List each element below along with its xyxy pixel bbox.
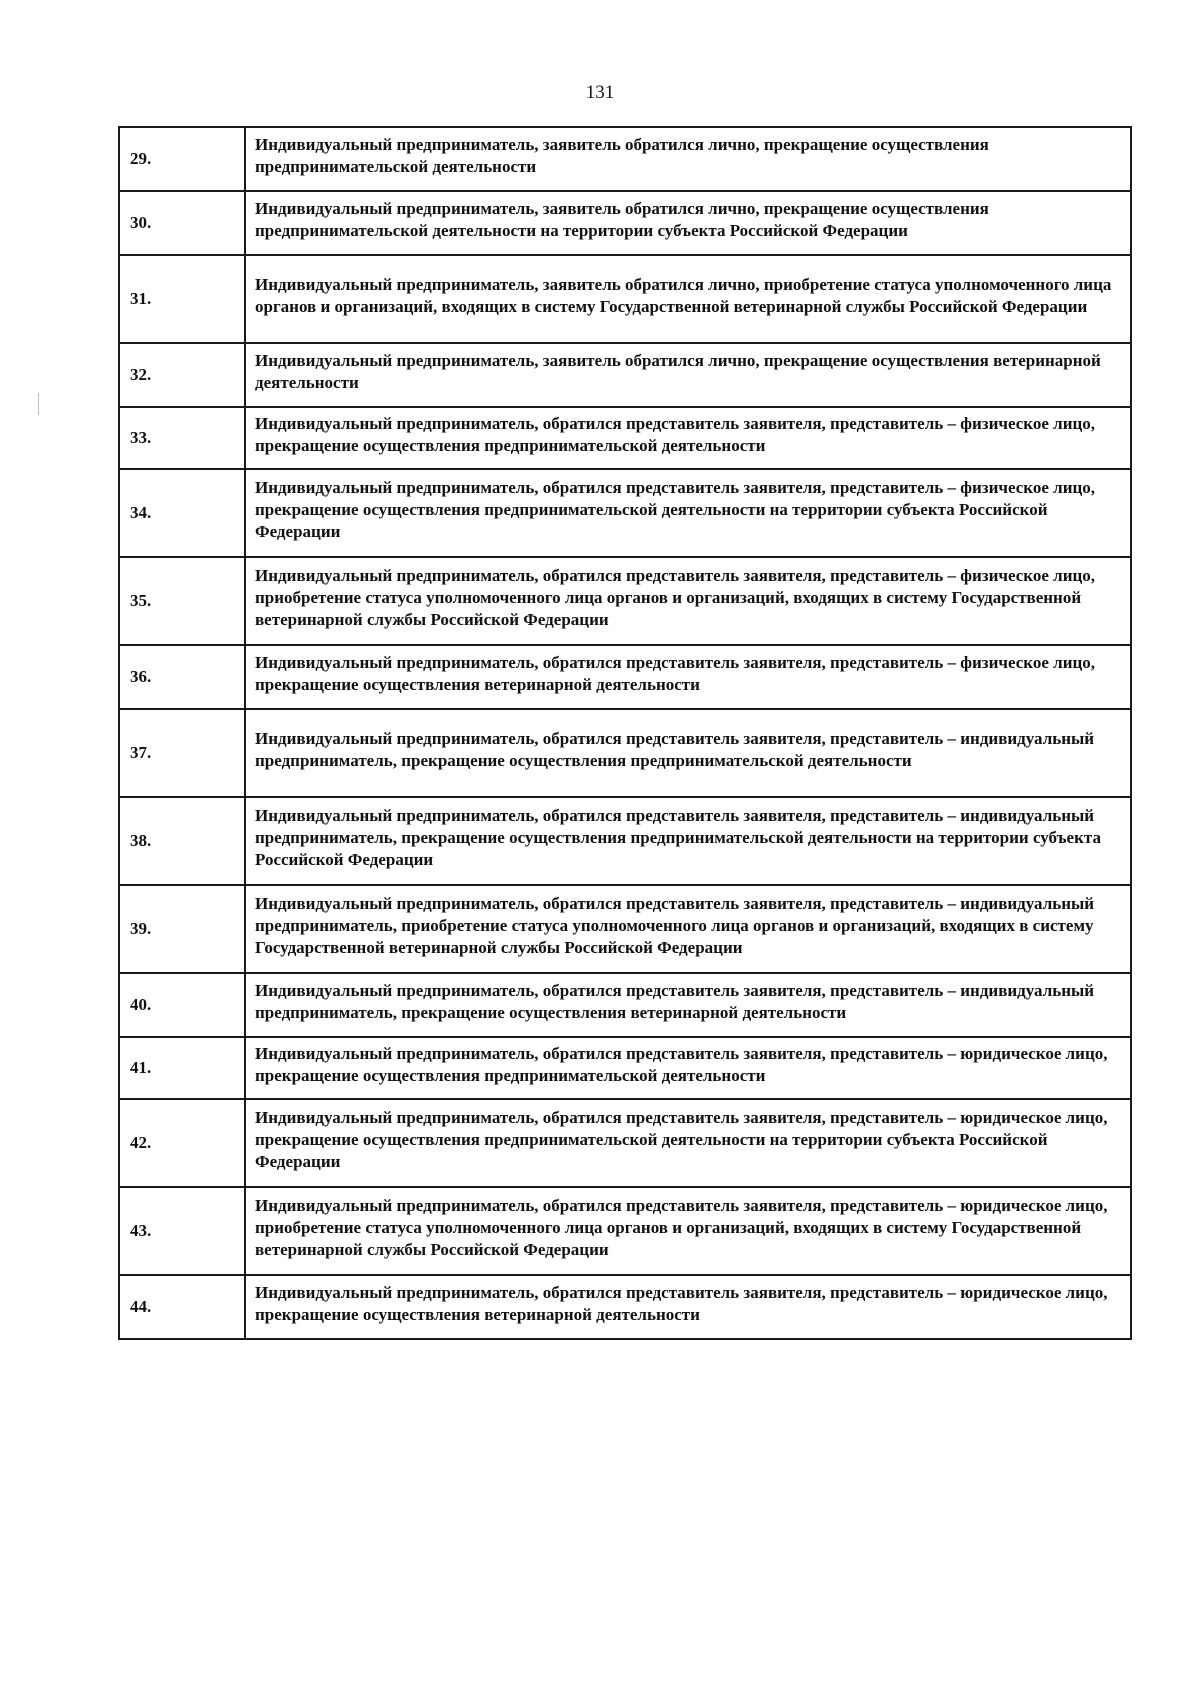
row-text: Индивидуальный предприниматель, обратился представитель заявителя, представитель – юридическое лицо, прекращение осуществления предпринимательской деятельности на территории субъекта Российской Федерации <box>245 1099 1131 1187</box>
row-number: 42. <box>119 1099 245 1187</box>
row-text: Индивидуальный предприниматель, обратился представитель заявителя, представитель – юридическое лицо, прекращение осуществления ветеринарной деятельности <box>245 1275 1131 1339</box>
row-text: Индивидуальный предприниматель, обратился представитель заявителя, представитель – индивидуальный предприниматель, прекращение осуществления предпринимательской деятельности на территории субъекта Российской Федерации <box>245 797 1131 885</box>
table-row <box>119 407 1131 469</box>
scan-margin-mark <box>38 393 39 415</box>
row-text: Индивидуальный предприниматель, обратился представитель заявителя, представитель – индивидуальный предприниматель, прекращение осуществления предпринимательской деятельности <box>245 709 1131 797</box>
row-text: Индивидуальный предприниматель, заявитель обратился лично, приобретение статуса уполномоченного лица органов и организаций, входящих в систему Государственной ветеринарной службы Российской Федерации <box>245 255 1131 343</box>
row-number: 38. <box>119 797 245 885</box>
row-text: Индивидуальный предприниматель, обратился представитель заявителя, представитель – физическое лицо, прекращение осуществления предпринимательской деятельности <box>245 407 1131 469</box>
row-number: 43. <box>119 1187 245 1275</box>
row-number: 35. <box>119 557 245 645</box>
table-body <box>119 127 1131 1339</box>
table-row <box>119 1275 1131 1339</box>
table-row <box>119 885 1131 973</box>
row-number: 30. <box>119 191 245 255</box>
table-row <box>119 343 1131 407</box>
row-text: Индивидуальный предприниматель, обратился представитель заявителя, представитель – физическое лицо, приобретение статуса уполномоченного лица органов и организаций, входящих в систему Государственной ветеринарной службы Российской Федерации <box>245 557 1131 645</box>
row-number: 29. <box>119 127 245 191</box>
row-text: Индивидуальный предприниматель, обратился представитель заявителя, представитель – юридическое лицо, приобретение статуса уполномоченного лица органов и организаций, входящих в систему Государственной ветеринарной службы Российской Федерации <box>245 1187 1131 1275</box>
row-number: 44. <box>119 1275 245 1339</box>
row-text: Индивидуальный предприниматель, заявитель обратился лично, прекращение осуществления предпринимательской деятельности на территории субъекта Российской Федерации <box>245 191 1131 255</box>
row-text: Индивидуальный предприниматель, обратился представитель заявителя, представитель – физическое лицо, прекращение осуществления предпринимательской деятельности на территории субъекта Российской Федерации <box>245 469 1131 557</box>
table-row <box>119 1099 1131 1187</box>
table-row <box>119 191 1131 255</box>
table-row <box>119 469 1131 557</box>
table-row <box>119 645 1131 709</box>
row-number: 39. <box>119 885 245 973</box>
row-text: Индивидуальный предприниматель, заявитель обратился лично, прекращение осуществления ветеринарной деятельности <box>245 343 1131 407</box>
row-number: 32. <box>119 343 245 407</box>
table-row <box>119 557 1131 645</box>
row-text: Индивидуальный предприниматель, заявитель обратился лично, прекращение осуществления предпринимательской деятельности <box>245 127 1131 191</box>
table-row <box>119 709 1131 797</box>
row-number: 33. <box>119 407 245 469</box>
table-row <box>119 127 1131 191</box>
table-row <box>119 797 1131 885</box>
row-number: 41. <box>119 1037 245 1099</box>
table-row <box>119 973 1131 1037</box>
row-number: 40. <box>119 973 245 1037</box>
document-table <box>118 126 1132 1340</box>
row-number: 34. <box>119 469 245 557</box>
row-text: Индивидуальный предприниматель, обратился представитель заявителя, представитель – юридическое лицо, прекращение осуществления предпринимательской деятельности <box>245 1037 1131 1099</box>
page-number: 131 <box>585 82 615 103</box>
row-text: Индивидуальный предприниматель, обратился представитель заявителя, представитель – индивидуальный предприниматель, приобретение статуса уполномоченного лица органов и организаций, входящих в систему Государственной ветеринарной службы Российской Федерации <box>245 885 1131 973</box>
row-text: Индивидуальный предприниматель, обратился представитель заявителя, представитель – индивидуальный предприниматель, прекращение осуществления ветеринарной деятельности <box>245 973 1131 1037</box>
table-row <box>119 255 1131 343</box>
row-number: 36. <box>119 645 245 709</box>
row-text: Индивидуальный предприниматель, обратился представитель заявителя, представитель – физическое лицо, прекращение осуществления ветеринарной деятельности <box>245 645 1131 709</box>
table-row <box>119 1037 1131 1099</box>
table-row <box>119 1187 1131 1275</box>
row-number: 37. <box>119 709 245 797</box>
row-number: 31. <box>119 255 245 343</box>
